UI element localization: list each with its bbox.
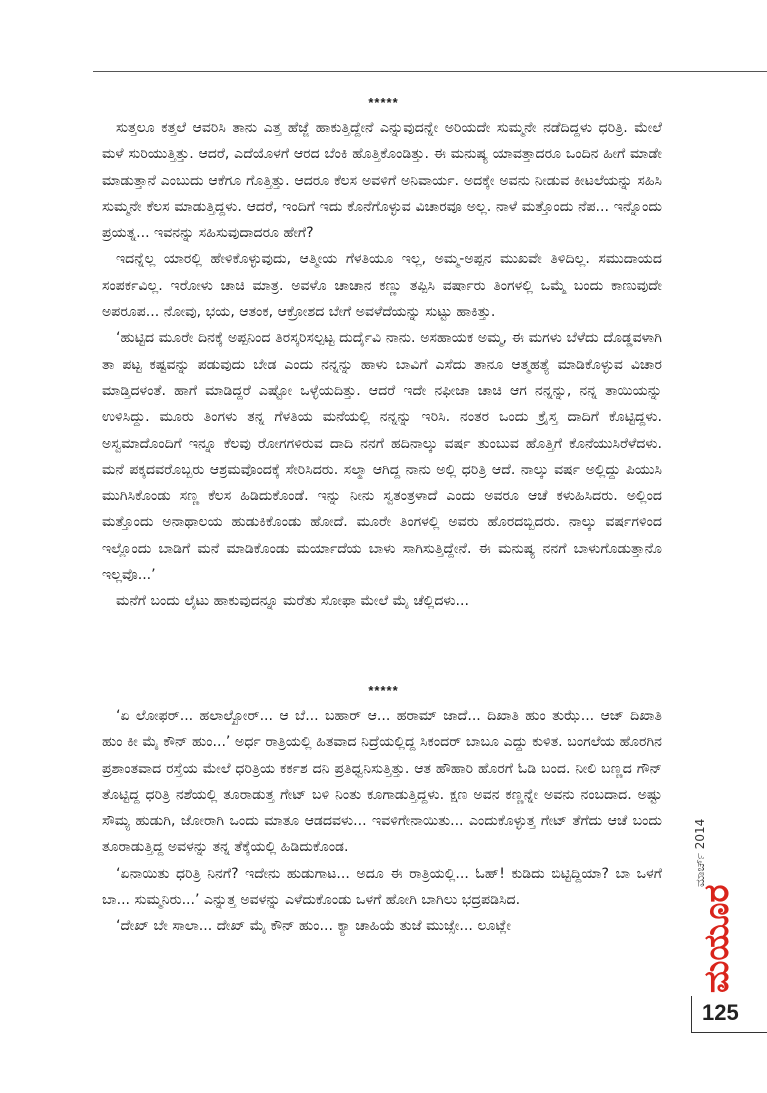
footer-rule-horizontal	[691, 1032, 767, 1033]
paragraph: ‘ಹುಟ್ಟಿದ ಮೂರೇ ದಿನಕ್ಕೆ ಅಪ್ಪನಿಂದ ತಿರಸ್ಕರಿಸಲ್ಪಟ್ಟ ದುರ್ದೈವಿ ನಾನು. ಅಸಹಾಯಕ ಅಮ್ಮ, ಈ ಮಗಳು ಬೆಳೆದು ದೊಡ್ಡವಳಾಗಿ ತಾ ಪಟ್ಟ ಕಷ್ಟವನ್ನು ಪಡುವುದು ಬೇಡ ಎಂದು ನನ್ನನ್ನು ಹಾಳು ಬಾವಿಗೆ ಎಸೆದು ತಾನೂ ಆತ್ಮಹತ್ಯೆ ಮಾಡಿಕೊಳ್ಳುವ ವಿಚಾರ ಮಾಡ್ತಿದಳಂತೆ. ಹಾಗೆ ಮಾಡಿದ್ದರೆ ಎಷ್ಟೋ ಒಳ್ಳೆಯದಿತ್ತು. ಆದರೆ ಇದೇ ನಫೀಜಾ ಚಾಚಿ ಆಗ ನನ್ನನ್ನು, ನನ್ನ ತಾಯಿಯನ್ನು ಉಳಿಸಿದ್ದು. ಮೂರು ತಿಂಗಳು ತನ್ನ ಗೆಳತಿಯ ಮನೆಯಲ್ಲಿ ನನ್ನನ್ನು ಇರಿಸಿ. ನಂತರ ಒಂದು ಕ್ರೈಸ್ತ ದಾದಿಗೆ ಕೊಟ್ಟಿದ್ದಳು. ಅಸ್ವಮಾದೊಂದಿಗೆ ಇನ್ನೂ ಕೆಲವು ರೋಗಗಳಿರುವ ದಾದಿ ನನಗೆ ಹದಿನಾಲ್ಕು ವರ್ಷ ತುಂಬುವ ಹೊತ್ತಿಗೆ ಕೊನೆಯುಸಿರೆಳೆದಳು. ಮನೆ ಪಕ್ಕದವರೊಬ್ಬರು ಆಶ್ರಮವೊಂದಕ್ಕೆ ಸೇರಿಸಿದರು. ಸಲ್ಮಾ ಆಗಿದ್ದ ನಾನು ಅಲ್ಲಿ ಧರಿತ್ರಿ ಆದೆ. ನಾಲ್ಕು ವರ್ಷ ಅಲ್ಲಿದ್ದು ಪಿಯುಸಿ ಮುಗಿಸಿಕೊಂಡು ಸಣ್ಣ ಕೆಲಸ ಹಿಡಿದುಕೊಂಡೆ. ಇನ್ನು ನೀನು ಸ್ವತಂತ್ರಳಾದೆ ಎಂದು ಅವರೂ ಆಚೆ ಕಳುಹಿಸಿದರು. ಅಲ್ಲಿಂದ ಮತ್ತೊಂದು ಅನಾಥಾಲಯ ಹುಡುಕಿಕೊಂಡು ಹೋದೆ. ಮೂರೇ ತಿಂಗಳಲ್ಲಿ ಅವರು ಹೊರದಬ್ಬಿದರು. ನಾಲ್ಕು ವರ್ಷಗಳಿಂದ ಇಲ್ಲೊಂದು ಬಾಡಿಗೆ ಮನೆ ಮಾಡಿಕೊಂಡು ಮರ್ಯಾದೆಯ ಬಾಳು ಸಾಗಿಸುತ್ತಿದ್ದೇನೆ. ಈ ಮನುಷ್ಯ ನನಗೆ ಬಾಳುಗೊಡುತ್ತಾನೊ ಇಲ್ಲವೊ...’	[102, 330, 662, 584]
page-number: 125	[702, 1000, 739, 1025]
paragraph: ‘ಏ ಲೋಫರ್... ಹಲಾಲ್ಖೋರ್... ಆ ಬೆ... ಬಹಾರ್ ಆ... ಹರಾಮ್ ಜಾದೆ... ದಿಖಾತಿ ಹುಂ ತುಝೆ... ಆಜ್ ದಿಖಾತಿ ಹುಂ ಕೀ ಮೈ ಕೌನ್ ಹುಂ...’ ಅರ್ಧ ರಾತ್ರಿಯಲ್ಲಿ ಹಿತವಾದ ನಿದ್ರೆಯಲ್ಲಿದ್ದ ಸಿಕಂದರ್ ಬಾಬೂ ಎದ್ದು ಕುಳಿತ. ಬಂಗಲೆಯ ಹೊರಗಿನ ಪ್ರಶಾಂತವಾದ ರಸ್ತೆಯ ಮೇಲೆ ಧರಿತ್ರಿಯ ಕರ್ಕಶ ದನಿ ಪ್ರತಿಧ್ವನಿಸುತ್ತಿತ್ತು. ಆತ ಹೌಹಾರಿ ಹೊರಗೆ ಓಡಿ ಬಂದ. ನೀಲಿ ಬಣ್ಣದ ಗೌನ್ ತೊಟ್ಟಿದ್ದ ಧರಿತ್ರಿ ನಶೆಯಲ್ಲಿ ತೂರಾಡುತ್ತ ಗೇಟ್ ಬಳಿ ನಿಂತು ಕೂಗಾಡುತ್ತಿದ್ದಳು. ಕ್ಷಣ ಅವನ ಕಣ್ಣನ್ನೇ ಅವನು ನಂಬದಾದ. ಅಷ್ಟು ಸೌಮ್ಯ ಹುಡುಗಿ, ಜೋರಾಗಿ ಒಂದು ಮಾತೂ ಆಡದವಳು... ಇವಳಿಗೇನಾಯಿತು... ಎಂದುಕೊಳ್ಳುತ್ತ ಗೇಟ್ ತೆಗೆದು ಆಚೆ ಬಂದು ತೂರಾಡುತ್ತಿದ್ದ ಅವಳನ್ನು ತನ್ನ ತೆಕ್ಕೆಯಲ್ಲಿ ಹಿಡಿದುಕೊಂಡ.	[102, 708, 662, 856]
paragraph: ಮನೆಗೆ ಬಂದು ಲೈಟು ಹಾಕುವುದನ್ನೂ ಮರೆತು ಸೋಫಾ ಮೇಲೆ ಮೈ ಚೆಲ್ಲಿದಳು...	[116, 593, 469, 610]
section-separator: *****	[368, 95, 399, 110]
magazine-logo: ಮಯೂರ	[697, 884, 737, 993]
paragraph: ಇದನ್ನೆಲ್ಲ ಯಾರಲ್ಲಿ ಹೇಳಿಕೊಳ್ಳುವುದು, ಆತ್ಮೀಯ ಗೆಳತಿಯೂ ಇಲ್ಲ, ಅಮ್ಮ-ಅಪ್ಪನ ಮುಖವೇ ತಿಳಿದಿಲ್ಲ. ಸಮುದಾಯದ ಸಂಪರ್ಕವಿಲ್ಲ. ಇರೋಳು ಚಾಚಿ ಮಾತ್ರ. ಅವಳೊ ಚಾಚಾನ ಕಣ್ಣು ತಪ್ಪಿಸಿ ವರ್ಷಾರು ತಿಂಗಳಲ್ಲಿ ಒಮ್ಮೆ ಬಂದು ಕಾಣುವುದೇ ಅಪರೂಪ... ನೋವು, ಭಯ, ಆತಂಕ, ಆಕ್ರೋಶದ ಬೇಗೆ ಅವಳೆದೆಯನ್ನು ಸುಟ್ಟು ಹಾಕಿತ್ತು.	[102, 251, 662, 321]
body-section-1	[102, 115, 662, 615]
section-separator: *****	[368, 683, 399, 698]
paragraph: ‘ಏನಾಯಿತು ಧರಿತ್ರಿ ನಿನಗೆ? ಇದೇನು ಹುಡುಗಾಟ... ಅದೂ ಈ ರಾತ್ರಿಯಲ್ಲಿ... ಓಹ್! ಕುಡಿದು ಬಿಟ್ಟಿದ್ದಿಯಾ? ಬಾ ಒಳಗೆ ಬಾ... ಸುಮ್ಮನಿರು...’ ಎನ್ನುತ್ತ ಅವಳನ್ನು ಎಳೆದುಕೊಂಡು ಒಳಗೆ ಹೋಗಿ ಬಾಗಿಲು ಭದ್ರಪಡಿಸಿದ.	[102, 865, 662, 909]
paragraph: ಸುತ್ತಲೂ ಕತ್ತಲೆ ಆವರಿಸಿ ತಾನು ಎತ್ತ ಹೆಜ್ಜೆ ಹಾಕುತ್ತಿದ್ದೇನೆ ಎನ್ನುವುದನ್ನೇ ಅರಿಯದೇ ಸುಮ್ಮನೇ ನಡೆದಿದ್ದಳು ಧರಿತ್ರಿ. ಮೇಲೆ ಮಳೆ ಸುರಿಯುತ್ತಿತ್ತು. ಆದರೆ, ಎದೆಯೊಳಗೆ ಆರದ ಬೆಂಕಿ ಹೊತ್ತಿಕೊಂಡಿತ್ತು. ಈ ಮನುಷ್ಯ ಯಾವತ್ತಾದರೂ ಒಂದಿನ ಹೀಗೆ ಮಾಡೇ ಮಾಡುತ್ತಾನೆ ಎಂಬುದು ಆಕೆಗೂ ಗೊತ್ತಿತ್ತು. ಆದರೂ ಕೆಲಸ ಅವಳಿಗೆ ಅನಿವಾರ್ಯ. ಅದಕ್ಕೇ ಅವನು ನೀಡುವ ಕೀಟಲೆಯನ್ನು ಸಹಿಸಿ ಸುಮ್ಮನೇ ಕೆಲಸ ಮಾಡುತ್ತಿದ್ದಳು. ಆದರೆ, ಇಂದಿಗೆ ಇದು ಕೊನೆಗೊಳ್ಳುವ ವಿಚಾರವೂ ಅಲ್ಲ. ನಾಳೆ ಮತ್ತೊಂದು ನೆಪ... ಇನ್ನೊಂದು ಪ್ರಯತ್ನ... ಇವನನ್ನು ಸಹಿಸುವುದಾದರೂ ಹೇಗೆ?	[102, 120, 662, 242]
footer-rule-vertical	[691, 996, 692, 1033]
magazine-side-label	[690, 795, 746, 995]
issue-date: ಮಾರ್ಚ್ 2014	[693, 818, 707, 887]
paragraph: ‘ದೇಖ್ ಬೇ ಸಾಲಾ... ದೇಖ್ ಮೈ ಕೌನ್ ಹುಂ... ಕ್ಯಾ ಚಾಹಿಯೆ ತುಜೆ ಮುಜ್ಸೇ... ಲೂಟ್ಲೇ	[116, 918, 511, 935]
header-rule	[93, 71, 767, 72]
body-section-2	[102, 703, 662, 940]
